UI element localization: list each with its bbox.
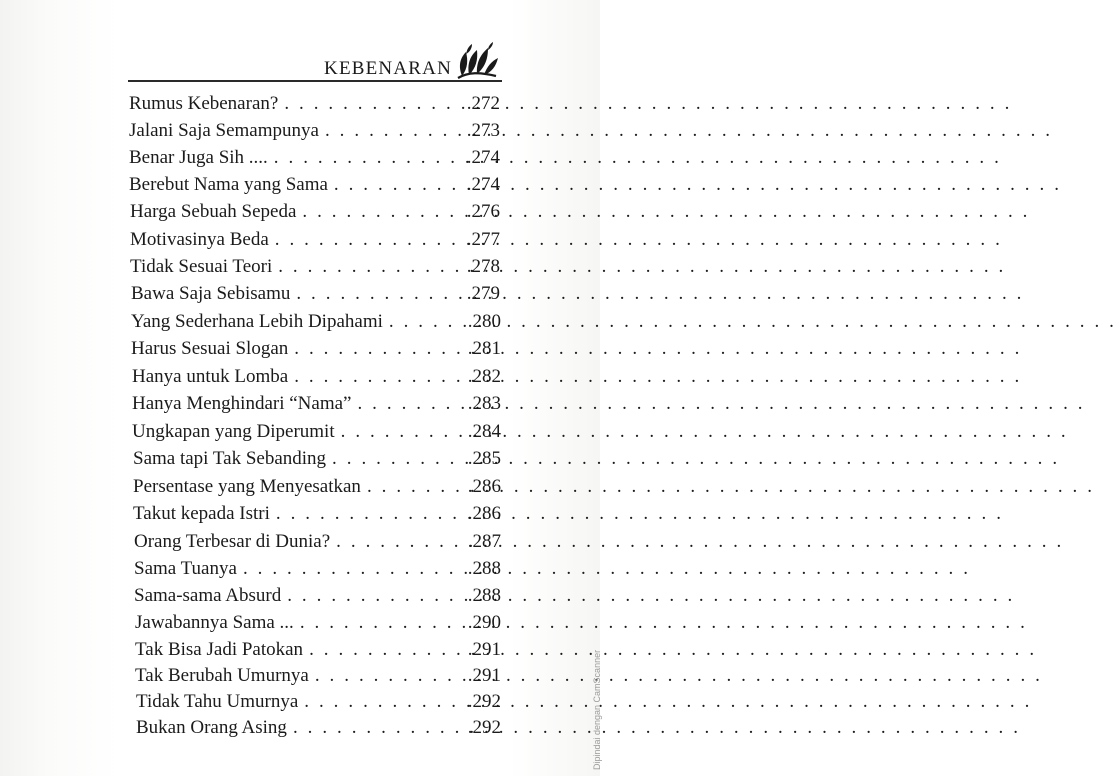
toc-entry-title: Bawa Saja Sebisamu [131, 283, 291, 304]
toc-entry-title: Tidak Sesuai Teori [130, 256, 273, 277]
toc-entry [135, 665, 501, 691]
toc-entry-title: Harga Sebuah Sepeda [130, 201, 297, 222]
toc-entry [134, 585, 501, 611]
toc-leader-dots [296, 201, 464, 223]
toc-entry-page: .288 [467, 585, 501, 606]
toc-leader-dots [328, 174, 465, 196]
toc-entry [130, 256, 500, 282]
toc-entry-page: .272 [466, 93, 500, 114]
toc-entry-title: Motivasinya Beda [130, 229, 269, 250]
toc-entry [133, 503, 501, 529]
toc-entry-page: .292 [467, 691, 501, 712]
toc-entry-page: .280 [467, 311, 501, 332]
toc-entry-title: Orang Terbesar di Dunia? [134, 531, 331, 552]
toc-entry-page: .276 [466, 201, 500, 222]
toc-entry [135, 639, 501, 665]
toc-entry [131, 311, 501, 337]
toc-entry-page: .277 [466, 229, 500, 250]
toc-entry [131, 283, 500, 309]
toc-leader-dots [361, 476, 466, 498]
chapter-title: KEBENARAN [324, 58, 452, 79]
scanner-watermark [580, 580, 602, 770]
toc-entry [129, 147, 500, 173]
toc-entry [133, 476, 501, 502]
toc-leader-dots [237, 558, 466, 580]
toc-entry-title: Tidak Tahu Umurnya [136, 691, 299, 712]
toc-entry-title: Hanya Menghindari “Nama” [132, 393, 352, 414]
scanner-watermark-text: Dipindai dengan CamScanner [592, 649, 602, 770]
toc-entry-title: Sama Tuanya [134, 558, 237, 579]
toc-entry-title: Jawabannya Sama ... [135, 612, 294, 633]
toc-entry-title: Sama tapi Tak Sebanding [133, 448, 327, 469]
toc-leader-dots [383, 311, 466, 333]
toc-entry [133, 448, 501, 474]
toc-entry-title: Persentase yang Menyesatkan [133, 476, 361, 497]
toc-leader-dots [319, 120, 465, 142]
toc-entry-page: .286 [467, 476, 501, 497]
toc-entry [134, 558, 501, 584]
toc-entry-page: .273 [466, 120, 500, 141]
toc-entry-title: Berebut Nama yang Sama [129, 174, 328, 195]
toc-entry-page: .282 [467, 366, 501, 387]
toc-entry [129, 93, 500, 119]
toc-entry-page: .274 [466, 174, 500, 195]
toc-entry-page: .283 [467, 393, 501, 414]
toc-leader-dots [290, 283, 464, 305]
toc-entry-title: Harus Sesuai Slogan [131, 338, 289, 359]
toc-entry-page: .290 [467, 612, 501, 633]
toc-entry-title: Sama-sama Absurd [134, 585, 282, 606]
toc-entry [132, 393, 501, 419]
toc-entry [132, 366, 501, 392]
toc-entry [136, 691, 501, 717]
toc-entry [135, 612, 501, 638]
toc-entry [131, 338, 501, 364]
toc-entry-title: Takut kepada Istri [133, 503, 270, 524]
toc-entry-page: .281 [467, 338, 501, 359]
toc-leader-dots [294, 612, 466, 634]
toc-entry-title: Tak Bisa Jadi Patokan [135, 639, 304, 660]
toc-entry-page: .291 [467, 665, 501, 686]
toc-entry [134, 531, 501, 557]
toc-entry [130, 229, 500, 255]
toc-entry-title: Tak Berubah Umurnya [135, 665, 309, 686]
toc-entry-title: Yang Sederhana Lebih Dipahami [131, 311, 383, 332]
toc-leader-dots [278, 93, 464, 115]
toc-entry [136, 717, 501, 743]
toc-entry-page: .291 [467, 639, 501, 660]
toc-entry-title: Ungkapan yang Diperumit [132, 421, 335, 442]
toc-entry-page: .288 [467, 558, 501, 579]
toc-entry [129, 174, 500, 200]
toc-leader-dots [288, 338, 465, 360]
toc-entry [129, 120, 500, 146]
toc-entry-title: Jalani Saja Semampunya [129, 120, 319, 141]
toc-leader-dots [298, 691, 465, 713]
toc-leader-dots [287, 717, 466, 739]
toc-leader-dots [281, 585, 466, 607]
toc-entry [132, 421, 501, 447]
toc-leader-dots [268, 147, 465, 169]
toc-leader-dots [269, 229, 465, 251]
toc-leader-dots [270, 503, 466, 525]
toc-leader-dots [309, 665, 466, 687]
toc-entry-title: Benar Juga Sih .... [129, 147, 268, 168]
toc-entry-title: Hanya untuk Lomba [132, 366, 289, 387]
toc-entry-page: .285 [467, 448, 501, 469]
toc-leader-dots [330, 531, 466, 553]
toc-entry-page: .279 [466, 283, 500, 304]
toc-entry-title: Bukan Orang Asing [136, 717, 287, 738]
toc-entry-page: .274 [466, 147, 500, 168]
toc-entry-page: .287 [467, 531, 501, 552]
toc-entry [130, 201, 500, 227]
toc-entry-page: .278 [466, 256, 500, 277]
toc-leader-dots [272, 256, 465, 278]
toc-leader-dots [351, 393, 465, 415]
toc-entry-page: .286 [467, 503, 501, 524]
toc-entry-title: Rumus Kebenaran? [129, 93, 279, 114]
toc-leader-dots [326, 448, 466, 470]
toc-leader-dots [335, 421, 466, 443]
toc-entry-page: .284 [467, 421, 501, 442]
toc-leader-dots [303, 639, 466, 661]
toc-entry-page: .292 [467, 717, 501, 738]
toc-leader-dots [288, 366, 466, 388]
